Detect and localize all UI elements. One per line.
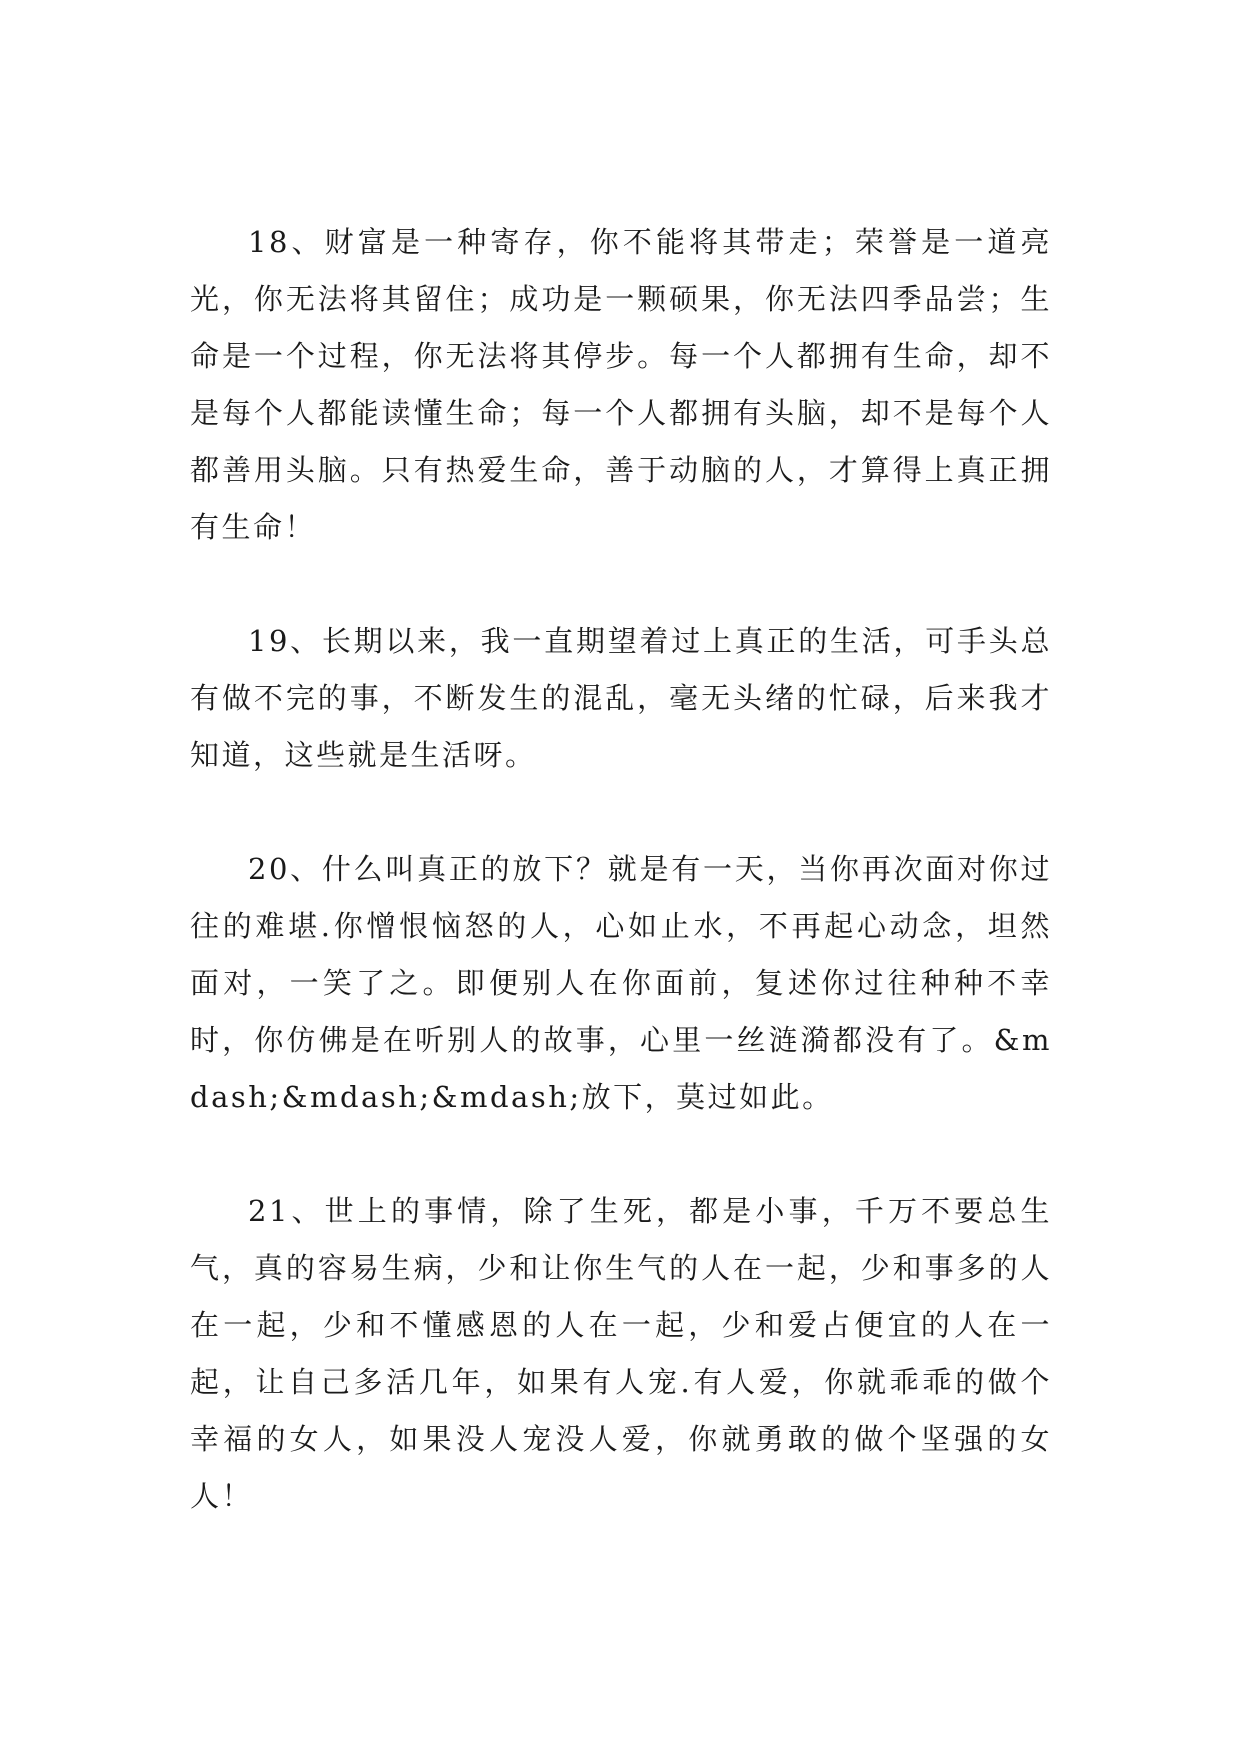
paragraph-20: 20、什么叫真正的放下？就是有一天，当你再次面对你过往的难堪.你憎恨恼怒的人，心如止水，不再起心动念，坦然面对，一笑了之。即便别人在你面前，复述你过往种种不幸时，你仿佛是在听别人的故事，心里一丝涟漪都没有了。&mdash;&mdash;&mdash;放下，莫过如此。: [190, 852, 1052, 1114]
paragraph-18: 18、财富是一种寄存，你不能将其带走；荣誉是一道亮光，你无法将其留住；成功是一颗硕果，你无法四季品尝；生命是一个过程，你无法将其停步。每一个人都拥有生命，却不是每个人都能读懂生命；每一个人都拥有头脑，却不是每个人都善用头脑。只有热爱生命，善于动脑的人，才算得上真正拥有生命！: [190, 225, 1052, 544]
document-body: [190, 214, 1052, 1525]
paragraph-21: 21、世上的事情，除了生死，都是小事，千万不要总生气，真的容易生病，少和让你生气的人在一起，少和事多的人在一起，少和不懂感恩的人在一起，少和爱占便宜的人在一起，让自己多活几年，如果有人宠.有人爱，你就乖乖的做个幸福的女人，如果没人宠没人爱，你就勇敢的做个坚强的女人！: [190, 1194, 1052, 1513]
paragraph-19: 19、长期以来，我一直期望着过上真正的生活，可手头总有做不完的事，不断发生的混乱，毫无头绪的忙碌，后来我才知道，这些就是生活呀。: [190, 624, 1052, 772]
